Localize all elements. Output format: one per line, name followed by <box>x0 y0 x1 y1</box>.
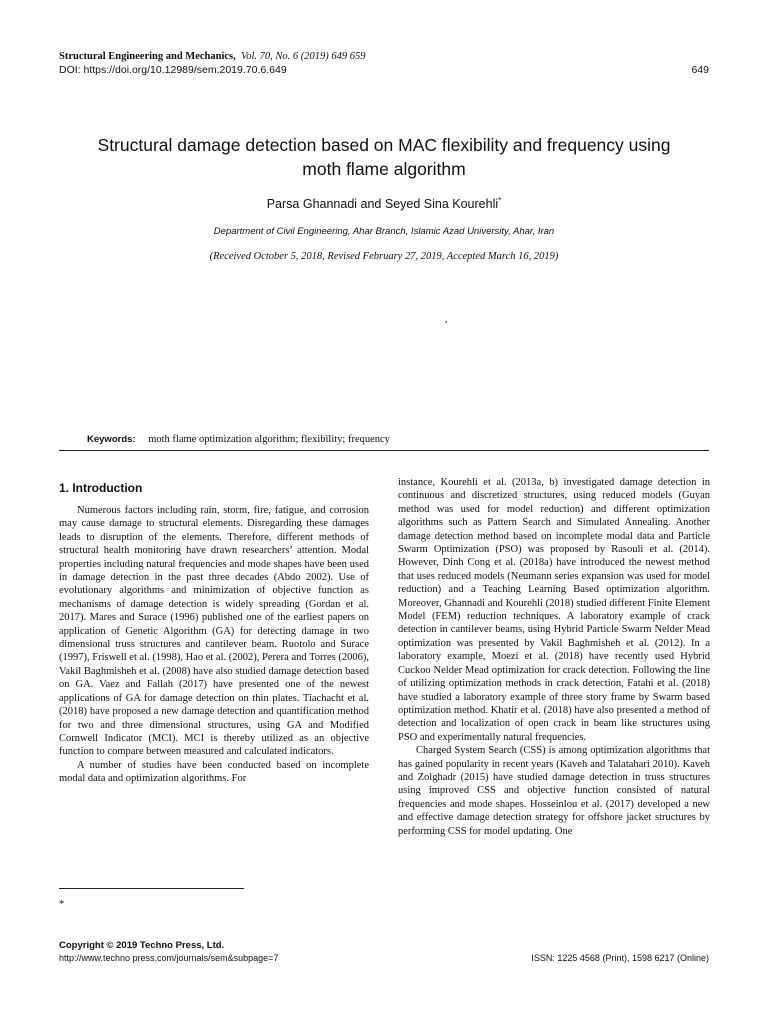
section-heading: 1. Introduction <box>59 481 143 495</box>
article-title-line1: Structural damage detection based on MAC flexibility and frequency using <box>97 135 671 155</box>
paragraph: A number of studies have been conducted based on incomplete modal data and optimization algorithms. For <box>59 759 369 785</box>
page-number: 649 <box>691 64 709 76</box>
body-column-right <box>398 476 710 838</box>
keywords <box>87 434 390 445</box>
affiliation: Department of Civil Engineering, Ahar Branch, Islamic Azad University, Ahar, Iran <box>213 226 555 237</box>
footnote-mark: * <box>59 899 65 910</box>
footnote-divider <box>59 888 244 889</box>
journal-citation <box>59 51 366 62</box>
paragraph: Numerous factors including rain, storm, fire, fatigue, and corrosion may cause damage to structural elements. Disregarding these damages leads to disruption of the elements. Therefore, different methods of structural health monitoring have drawn researchers’ attention. Modal properties including natural frequencies and mode shapes have been used in damage detection in the past three decades (Abdo 2002). Use of evolutionary algorithms and minimization of objective function as mechanisms of damage detection is widely spreading (Gordan et al. 2017). Mares and Surace (1996) published one of the earliest papers on application of Genetic Algorithm (GA) for detecting damage in two dimensional truss structures and cantilever beam. Ruotolo and Surace (1997), Friswell et al. (1998), Hao et al. (2002), Perera and Torres (2006), Vakil Baghmisheh et al. (2008) have also studied damage detection based on GA. Vaez and Fallah (2017) have presented one of the newest applications of GA for damage detection on thin plates. Tiachacht et al. (2018) have proposed a new damage detection and quantification method for two and three dimensional structures, using GA and Modified Cornwell Indicator (MCI). MCI is thereby utilized as an objective function to compare between measured and calculated indicators. <box>59 505 369 758</box>
keywords-divider <box>59 450 709 451</box>
issn: ISSN: 1225 4568 (Print), 1598 6217 (Online) <box>531 953 709 963</box>
journal-url[interactable]: http://www.techno press.com/journals/sem&subpage=7 <box>59 953 279 963</box>
authors <box>0 196 768 211</box>
keywords-text: moth flame optimization algorithm; flexibility; frequency <box>148 434 390 445</box>
doi-link[interactable]: DOI: https://doi.org/10.12989/sem.2019.70.6.649 <box>59 64 287 76</box>
journal-volume-issue: Vol. 70, No. 6 (2019) 649 659 <box>241 51 366 62</box>
article-title-line2: moth flame algorithm <box>302 159 466 179</box>
copyright: Copyright © 2019 Techno Press, Ltd. <box>59 940 225 951</box>
author-names: Parsa Ghannadi and Seyed Sina Kourehli <box>266 197 499 212</box>
article-title <box>40 133 728 181</box>
stray-mark: , <box>445 314 448 325</box>
body-column-left <box>59 504 369 786</box>
corresponding-author-mark: * <box>498 196 502 205</box>
keywords-label: Keywords: <box>87 434 136 445</box>
journal-name: Structural Engineering and Mechanics, <box>59 51 236 62</box>
received-dates: (Received October 5, 2018, Revised February 27, 2019, Accepted March 16, 2019) <box>209 251 559 262</box>
paragraph: instance, Kourehli et al. (2013a, b) investigated damage detection in continuous and discretized structures, using reduced models (Guyan method was used for model reduction) and different optimization algorithms such as Pattern Search and Simulated Annealing. Another damage detection method based on incomplete modal data and Particle Swarm Optimization (PSO) was proposed by Rasouli et al. (2014). However, Dinh Cong et al. (2018a) have introduced the newest method that uses reduced models (Neumann series expansion was used for model reduction) and a Teaching Learning Based optimization algorithm. Moreover, Ghannadi and Kourehli (2018) studied different Finite Element Model (FEM) reduction techniques. A laboratory example of crack detection in cantilever beams, using Hybrid Particle Swarm Nelder Mead optimization was presented by Vakil Baghmisheh et al. (2012). In a laboratory example, Moezi et al. (2018) have recently used Hybrid Cuckoo Nelder Mead optimization for crack detection. Following the line of utilizing optimization methods in crack detection, Fatahi et al. (2018) have studied a laboratory example of three story frame by Swarm based optimization method. Khatir et al. (2018) have also presented a method of detection and localization of open crack in beam like structures using PSO and experimentally natural frequencies. <box>398 477 710 743</box>
paragraph: Charged System Search (CSS) is among optimization algorithms that has gained popularity in recent years (Kaveh and Talatahari 2010). Kaveh and Zolghadr (2015) have studied damage detection in truss structures using improved CSS and objective function consisted of natural frequencies and mode shapes. Hosseinlou et al. (2017) developed a new and effective damage detection strategy for offshore jacket structures by performing CSS for model updating. One <box>398 745 710 837</box>
